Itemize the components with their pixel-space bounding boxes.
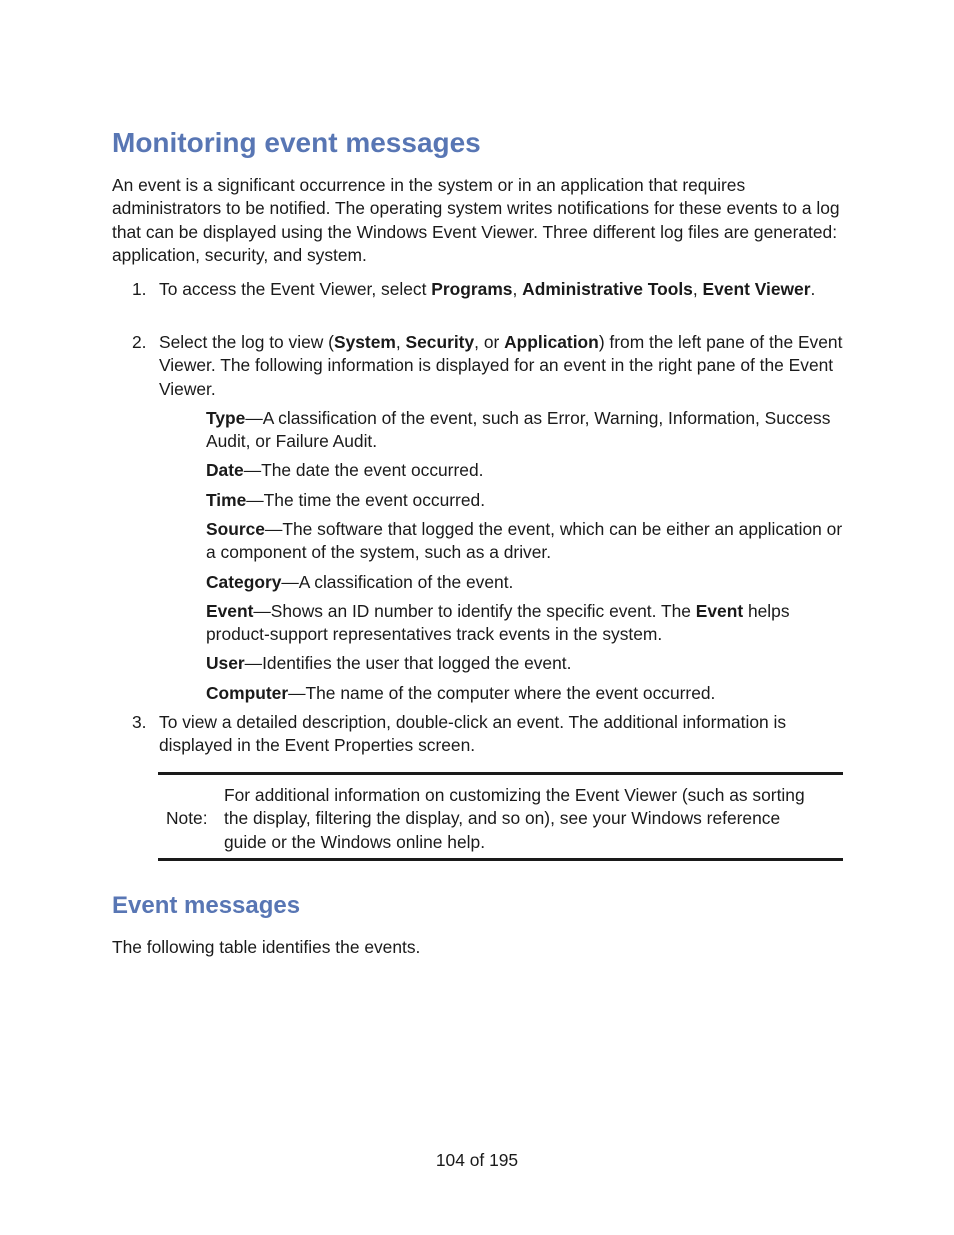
note-box [158, 772, 843, 861]
definition-date [206, 459, 846, 482]
definition-desc: —A classification of the event, such as Error, Warning, Information, Success Audit, or Failure Audit. [206, 408, 831, 452]
definition-term: User [206, 653, 245, 673]
step-3 [132, 711, 844, 758]
menu-name: Programs [431, 279, 513, 299]
definition-desc: —Shows an ID number to identify the specific event. The [253, 601, 696, 621]
step-text-part: . [810, 279, 816, 299]
definition-desc: —The date the event occurred. [243, 460, 484, 480]
step-number: 1. [132, 279, 147, 299]
step-text-part: , [512, 279, 523, 299]
step-1 [132, 278, 844, 301]
note-label: Note: [166, 808, 208, 828]
definition-term: Event [695, 601, 744, 621]
definition-desc: helps product-support representatives track events in the system. [206, 601, 790, 645]
log-name: Security [405, 332, 475, 352]
definition-event [206, 600, 846, 647]
definition-source [206, 518, 846, 565]
definition-desc: —The time the event occurred. [246, 490, 486, 510]
definition-desc: —The name of the computer where the event occurred. [288, 683, 716, 703]
step-text-part: To access the Event Viewer, select [159, 279, 432, 299]
step-number: 2. [132, 332, 147, 352]
definition-category [206, 571, 846, 594]
definition-desc: —The software that logged the event, which can be either an application or a component of the system, such as a driver. [206, 519, 843, 563]
step-text-part: , [692, 279, 703, 299]
definition-term: Event [206, 601, 254, 621]
definition-term: Date [206, 460, 244, 480]
definition-term: Computer [206, 683, 289, 703]
step-2 [132, 331, 844, 401]
note-text: For additional information on customizing the Event Viewer (such as sorting the display, filtering the display, and so on), see your Windows reference guide or the Windows online help. [224, 785, 805, 852]
definition-computer [206, 682, 846, 705]
step-number: 3. [132, 712, 147, 732]
section-paragraph: The following table identifies the events. [112, 937, 421, 957]
step-text: To view a detailed description, double-click an event. The additional information is displayed in the Event Properties screen. [159, 712, 787, 756]
step-text-part: Select the log to view ( [159, 332, 334, 352]
definition-time [206, 489, 846, 512]
step-text-part: , [395, 332, 406, 352]
step-text [159, 331, 844, 401]
menu-name: Event Viewer [702, 279, 811, 299]
step-text-part: ) from the left pane of the Event Viewer. The following information is displayed for an event in the right pane of the Event Viewer. [159, 332, 843, 399]
step-text-part: , or [474, 332, 505, 352]
definition-user [206, 652, 846, 675]
definition-desc: —A classification of the event. [281, 572, 514, 592]
definition-desc: —Identifies the user that logged the event. [244, 653, 572, 673]
intro-paragraph: An event is a significant occurrence in the system or in an application that requires administrators to be notified. The operating system writes notifications for these events to a log that can be displayed using the Windows Event Viewer. Three different log files are generated: application, security, and system. [112, 175, 840, 265]
page-number: 104 of 195 [435, 1150, 519, 1170]
definition-term: Source [206, 519, 265, 539]
log-name: System [333, 332, 396, 352]
menu-name: Administrative Tools [522, 279, 693, 299]
definition-type [206, 407, 846, 454]
log-name: Application [504, 332, 599, 352]
section-heading: Event messages [112, 892, 301, 919]
definition-term: Type [206, 408, 246, 428]
page-title: Monitoring event messages [112, 127, 481, 158]
definition-term: Time [206, 490, 247, 510]
step-text [159, 278, 844, 301]
definition-term: Category [206, 572, 282, 592]
